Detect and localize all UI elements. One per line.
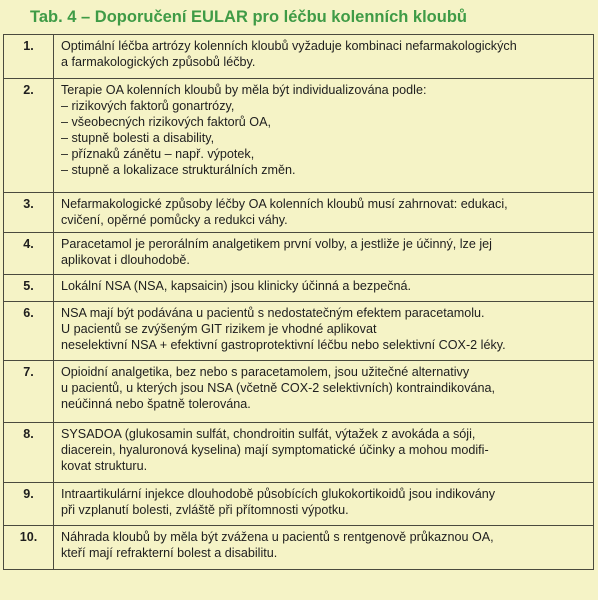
row-number: 6. [4, 302, 54, 361]
row-text-line: u pacientů, u kterých jsou NSA (včetně COX-2 selektivních) kontraindikována, [61, 381, 495, 395]
row-number: 2. [4, 79, 54, 193]
row-text-line: Opioidní analgetika, bez nebo s paracetamolem, jsou užitečné alternativy [61, 365, 470, 379]
table-row [4, 361, 594, 423]
table-row [4, 275, 594, 302]
row-text [54, 233, 594, 275]
row-text-line: U pacientů se zvýšeným GIT rizikem je vhodné aplikovat [61, 322, 377, 336]
recommendations-table [3, 34, 594, 570]
row-text-line: neselektivní NSA + efektivní gastroprotektivní léčbu nebo selektivní COX-2 léky. [61, 338, 506, 352]
row-text-line: Náhrada kloubů by měla být zvážena u pacientů s rentgenově průkaznou OA, [61, 530, 494, 544]
row-text-line: a farmakologických způsobů léčby. [61, 55, 256, 69]
row-text-line: Terapie OA kolenních kloubů by měla být individualizována podle: [61, 83, 427, 97]
row-text [54, 79, 594, 193]
row-text-line: neúčinná nebo špatně tolerována. [61, 397, 251, 411]
table-row [4, 302, 594, 361]
row-text-line: kovat strukturu. [61, 459, 148, 473]
table-row [4, 193, 594, 233]
row-text [54, 526, 594, 570]
row-text-line: Lokální NSA (NSA, kapsaicin) jsou klinicky účinná a bezpečná. [61, 279, 412, 293]
list-item: – příznaků zánětu – např. výpotek, [61, 147, 255, 161]
row-text [54, 35, 594, 79]
row-text [54, 193, 594, 233]
table-row [4, 423, 594, 483]
row-number: 10. [4, 526, 54, 570]
row-text-line: Intraartikulární injekce dlouhodobě působících glukokortikoidů jsou indikovány [61, 487, 496, 501]
row-text-line: cvičení, opěrné pomůcky a redukci váhy. [61, 213, 288, 227]
row-number: 1. [4, 35, 54, 79]
table-row [4, 483, 594, 526]
row-text-line: aplikovat i dlouhodobě. [61, 253, 190, 267]
row-text [54, 361, 594, 423]
list-item: – všeobecných rizikových faktorů OA, [61, 115, 271, 129]
row-text-line: kteří mají refrakterní bolest a disabilitu. [61, 546, 278, 560]
row-number: 4. [4, 233, 54, 275]
list-item: – stupně a lokalizace strukturálních změn. [61, 163, 296, 177]
table-row [4, 526, 594, 570]
row-text-line: Nefarmakologické způsoby léčby OA kolenních kloubů musí zahrnovat: edukaci, [61, 197, 508, 211]
row-text-line: SYSADOA (glukosamin sulfát, chondroitin sulfát, výtažek z avokáda a sóji, [61, 427, 476, 441]
table-title: Tab. 4 – Doporučení EULAR pro léčbu kolenních kloubů [30, 8, 467, 26]
row-number: 5. [4, 275, 54, 302]
row-text-line: Optimální léčba artrózy kolenních kloubů vyžaduje kombinaci nefarmakologických [61, 39, 517, 53]
list-item: – stupně bolesti a disability, [61, 131, 215, 145]
table-row [4, 79, 594, 193]
list-item: – rizikových faktorů gonartrózy, [61, 99, 235, 113]
row-number: 3. [4, 193, 54, 233]
row-text-line: NSA mají být podávána u pacientů s nedostatečným efektem paracetamolu. [61, 306, 485, 320]
row-text [54, 302, 594, 361]
row-text [54, 275, 594, 302]
row-text-line: Paracetamol je perorálním analgetikem první volby, a jestliže je účinný, lze jej [61, 237, 492, 251]
table-row [4, 35, 594, 79]
table-row [4, 233, 594, 275]
row-number: 9. [4, 483, 54, 526]
row-number: 7. [4, 361, 54, 423]
row-text [54, 483, 594, 526]
row-text [54, 423, 594, 483]
row-text-line: při vzplanutí bolesti, zvláště při přítomnosti výpotku. [61, 503, 349, 517]
row-number: 8. [4, 423, 54, 483]
row-text-line: diacerein, hyaluronová kyselina) mají symptomatické účinky a mohou modifi- [61, 443, 489, 457]
risk-factor-list [61, 98, 587, 178]
